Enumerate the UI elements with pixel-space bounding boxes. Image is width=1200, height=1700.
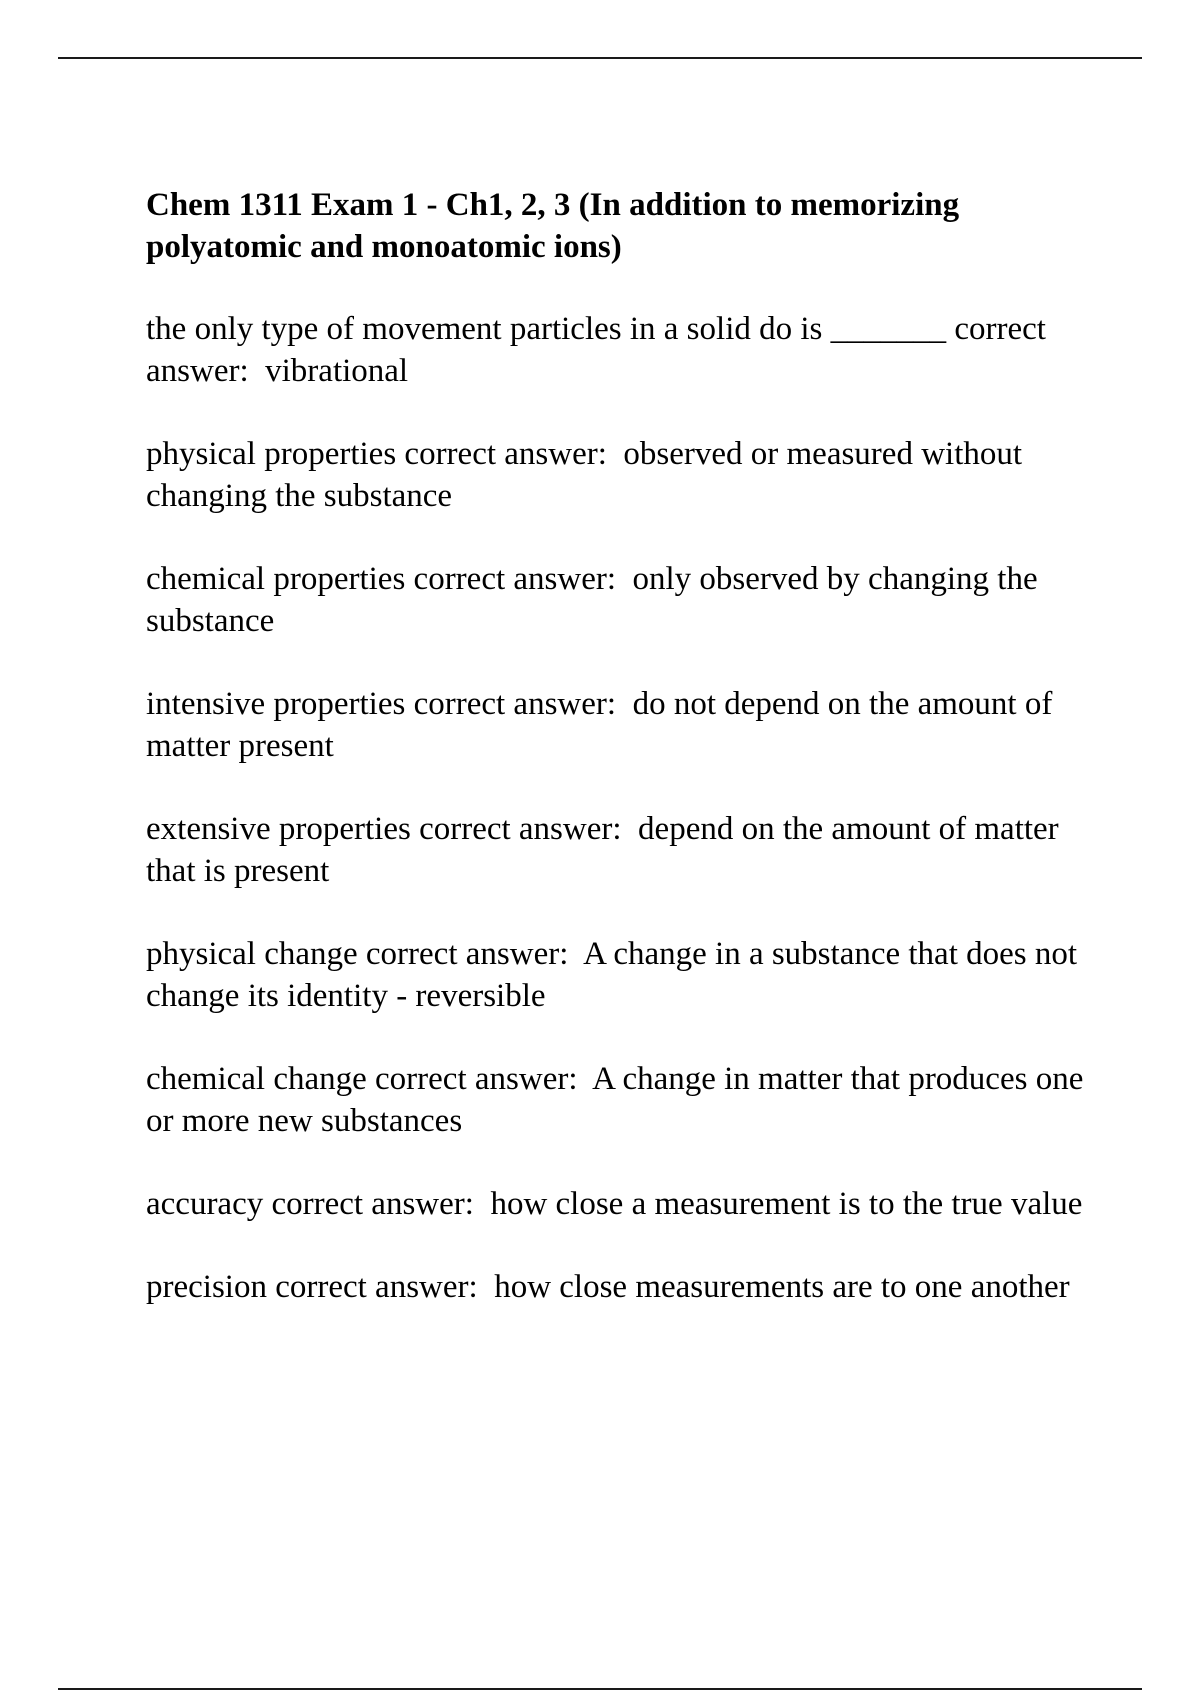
- entry-answer: depend on the amount of matter that is present: [146, 811, 1067, 889]
- entry-answer: only observed by changing the substance: [146, 561, 1046, 639]
- entry-answer: observed or measured without changing the substance: [146, 436, 1031, 514]
- entry-answer: A change in a substance that does not change its identity - reversible: [146, 936, 1086, 1014]
- entry-answer: how close a measurement is to the true value: [473, 1186, 1083, 1222]
- entry-term: chemical properties correct answer:: [146, 561, 617, 597]
- entry-answer: do not depend on the amount of matter present: [146, 686, 1061, 764]
- flashcard-entry: [146, 558, 1106, 642]
- flashcard-entry: [146, 1058, 1106, 1142]
- entry-term: extensive properties correct answer:: [146, 811, 622, 847]
- entry-term: intensive properties correct answer:: [146, 686, 617, 722]
- flashcard-entry: [146, 433, 1106, 517]
- bottom-divider: [58, 1688, 1142, 1690]
- flashcard-entry: [146, 1266, 1106, 1308]
- entry-term: precision correct answer:: [146, 1269, 478, 1305]
- entry-term: the only type of movement particles in a solid do is _______ correct answer:: [146, 311, 1055, 389]
- entry-term: physical properties correct answer:: [146, 436, 607, 472]
- entry-answer: A change in matter that produces one or more new substances: [146, 1061, 1092, 1139]
- flashcard-entry: [146, 808, 1106, 892]
- entry-term: accuracy correct answer:: [146, 1186, 474, 1222]
- flashcard-entry: [146, 683, 1106, 767]
- entry-answer: how close measurements are to one another: [477, 1269, 1070, 1305]
- flashcard-entry: [146, 308, 1106, 392]
- flashcard-entry: [146, 933, 1106, 1017]
- document-title: Chem 1311 Exam 1 - Ch1, 2, 3 (In addition to memorizing polyatomic and monoatomic ions): [146, 187, 960, 265]
- flashcard-entry: [146, 1183, 1106, 1225]
- entry-term: physical change correct answer:: [146, 936, 569, 972]
- entry-term: chemical change correct answer:: [146, 1061, 578, 1097]
- entry-answer: vibrational: [248, 353, 409, 389]
- top-divider: [58, 57, 1142, 59]
- document-body: [146, 184, 1106, 1349]
